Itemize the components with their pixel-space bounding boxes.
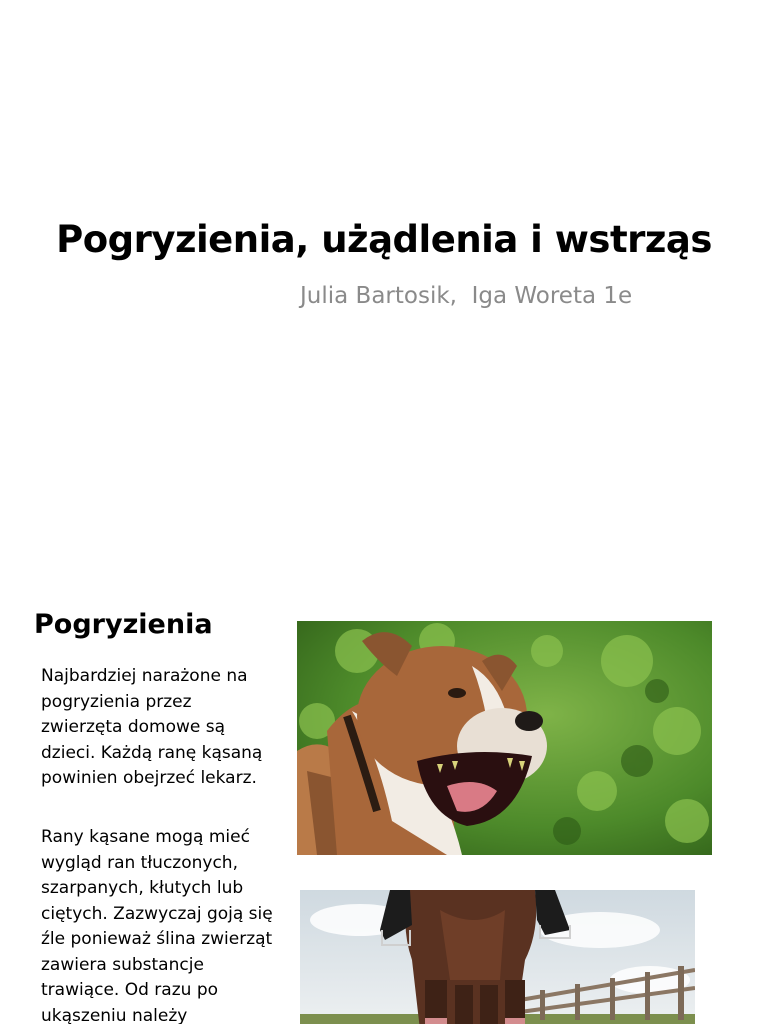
horse-photo	[300, 890, 695, 1024]
content-slide	[0, 576, 768, 1024]
body-paragraph-1: Najbardziej narażone na pogryzienia przez zwierzęta domowe są dzieci. Każdą ranę kąsaną powinien obejrzeć lekarz.	[41, 666, 263, 788]
body-paragraph-2: Rany kąsane mogą mieć wygląd ran tłuczonych, szarpanych, kłutych lub ciętych. Zazwyczaj goją się źle ponieważ ślina zwierząt zawiera substancje trawiące. Od razu po ukąszeniu należy	[41, 827, 273, 1024]
slide-title: Pogryzienia, użądlenia i wstrząs	[56, 218, 712, 261]
dog-photo	[297, 621, 712, 855]
section-heading: Pogryzienia	[34, 609, 213, 640]
slide-subtitle-authors: Julia Bartosik, Iga Woreta 1e	[300, 283, 633, 309]
